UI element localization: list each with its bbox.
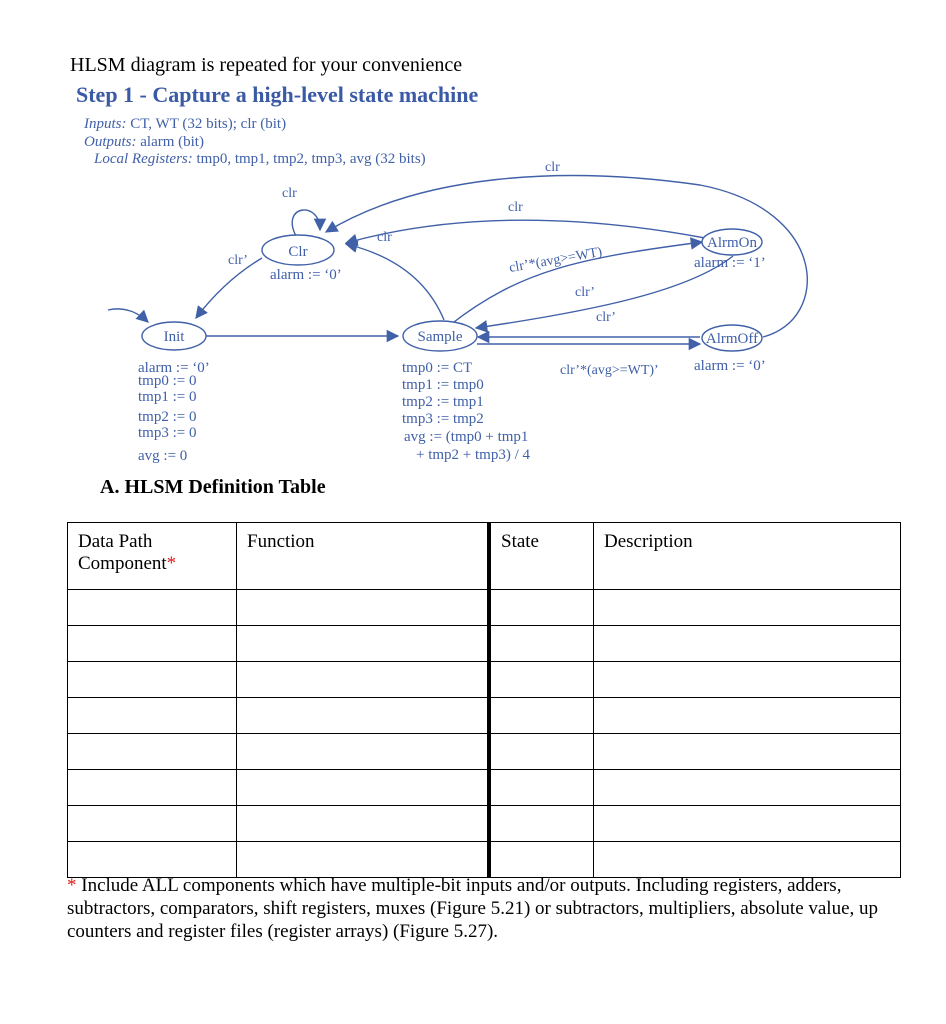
step-title: Step 1 - Capture a high-level state machine [76, 82, 479, 107]
edge-label: clr’ [228, 253, 248, 268]
table-cell[interactable] [489, 770, 594, 806]
table-row [68, 770, 901, 806]
init-action: tmp2 := 0 [138, 409, 197, 425]
table-cell[interactable] [594, 626, 901, 662]
sample-action: + tmp2 + tmp3) / 4 [416, 447, 531, 463]
header-function: Function [237, 523, 490, 590]
state-sample-label: Sample [417, 329, 463, 345]
locals-label: Local Registers: [94, 151, 193, 167]
inputs-value: CT, WT (32 bits); clr (bit) [126, 116, 287, 132]
sample-action: tmp1 := tmp0 [402, 377, 484, 393]
table-cell[interactable] [594, 590, 901, 626]
header-description: Description [594, 523, 901, 590]
table-cell[interactable] [68, 698, 237, 734]
table-header-row [68, 523, 901, 590]
table-cell[interactable] [594, 734, 901, 770]
hlsm-definition-table [67, 522, 901, 878]
table-cell[interactable] [594, 842, 901, 878]
edge-sample-clr [346, 244, 444, 320]
hlsm-diagram [0, 150, 946, 470]
sample-action: tmp2 := tmp1 [402, 394, 484, 410]
table-row [68, 842, 901, 878]
state-alrmoff-label: AlrmOff [705, 331, 759, 347]
table-row [68, 734, 901, 770]
init-action: alarm := ‘0’ [138, 360, 210, 376]
table-cell[interactable] [68, 734, 237, 770]
table-cell[interactable] [489, 698, 594, 734]
outputs-label: Outputs: [84, 134, 137, 150]
edge-clr-self [292, 210, 320, 236]
edge-label: clr’ [596, 310, 616, 325]
table-cell[interactable] [594, 662, 901, 698]
edge-label: clr’*(avg>=WT)’ [560, 363, 659, 378]
state-init-label: Init [163, 329, 185, 345]
footnote-star: * [67, 875, 77, 896]
edge-label: clr [377, 230, 392, 245]
state-clr-label: Clr [288, 244, 308, 260]
edge-label: clr [508, 200, 523, 215]
table-row [68, 590, 901, 626]
alrmon-action: alarm := ‘1’ [694, 255, 766, 271]
sample-action: tmp3 := tmp2 [402, 411, 484, 427]
table-row [68, 662, 901, 698]
table-cell[interactable] [489, 806, 594, 842]
edge-entry-init [108, 309, 148, 322]
alrmoff-action: alarm := ‘0’ [694, 358, 766, 374]
edge-label: clr [282, 186, 297, 201]
edge-label: clr’*(avg>=WT) [508, 244, 604, 276]
footnote-text: Include ALL components which have multiple-bit inputs and/or outputs. Including registers, adders, subtractors, comparators, shift registers, muxes (Figure 5.21) or subtractors, multipliers, absolute value, up counters and register files (register arrays) (Figure 5.27). [67, 875, 879, 942]
inputs-label: Inputs: [84, 116, 127, 132]
table-cell[interactable] [237, 734, 490, 770]
init-action: tmp3 := 0 [138, 425, 197, 441]
header-data-path-component: Data Path Component* [68, 523, 237, 590]
edge-alrmon-clr [346, 220, 705, 243]
table-cell[interactable] [237, 842, 490, 878]
edge-label: clr [545, 160, 560, 175]
table-cell[interactable] [237, 626, 490, 662]
table-row [68, 698, 901, 734]
table-cell[interactable] [237, 770, 490, 806]
edge-label: clr’ [575, 285, 595, 300]
footnote [67, 874, 897, 943]
header-state: State [489, 523, 594, 590]
table-cell[interactable] [489, 590, 594, 626]
inputs-line [84, 116, 286, 133]
clr-action: alarm := ‘0’ [270, 267, 342, 283]
sample-action: tmp0 := CT [402, 360, 473, 376]
table-cell[interactable] [237, 806, 490, 842]
table-cell[interactable] [68, 626, 237, 662]
table-row [68, 806, 901, 842]
table-cell[interactable] [489, 734, 594, 770]
table-cell[interactable] [237, 590, 490, 626]
init-action: tmp1 := 0 [138, 389, 197, 405]
table-cell[interactable] [594, 698, 901, 734]
init-action: tmp0 := 0 [138, 373, 197, 389]
table-row [68, 626, 901, 662]
init-action: avg := 0 [138, 448, 188, 464]
locals-value: tmp0, tmp1, tmp2, tmp3, avg (32 bits) [192, 151, 426, 167]
table-cell[interactable] [68, 806, 237, 842]
table-cell[interactable] [237, 662, 490, 698]
table-cell[interactable] [489, 626, 594, 662]
table-cell[interactable] [68, 842, 237, 878]
table-cell[interactable] [68, 590, 237, 626]
outputs-value: alarm (bit) [136, 134, 204, 150]
table-cell[interactable] [489, 842, 594, 878]
state-alrmon-label: AlrmOn [707, 235, 757, 251]
table-cell[interactable] [237, 698, 490, 734]
table-cell[interactable] [489, 662, 594, 698]
table-cell[interactable] [594, 806, 901, 842]
sample-action: avg := (tmp0 + tmp1 [404, 429, 529, 445]
intro-text: HLSM diagram is repeated for your convenience [70, 54, 463, 76]
section-title: A. HLSM Definition Table [100, 476, 326, 498]
table-cell[interactable] [594, 770, 901, 806]
table-cell[interactable] [68, 662, 237, 698]
outputs-line [84, 134, 204, 151]
table-cell[interactable] [68, 770, 237, 806]
